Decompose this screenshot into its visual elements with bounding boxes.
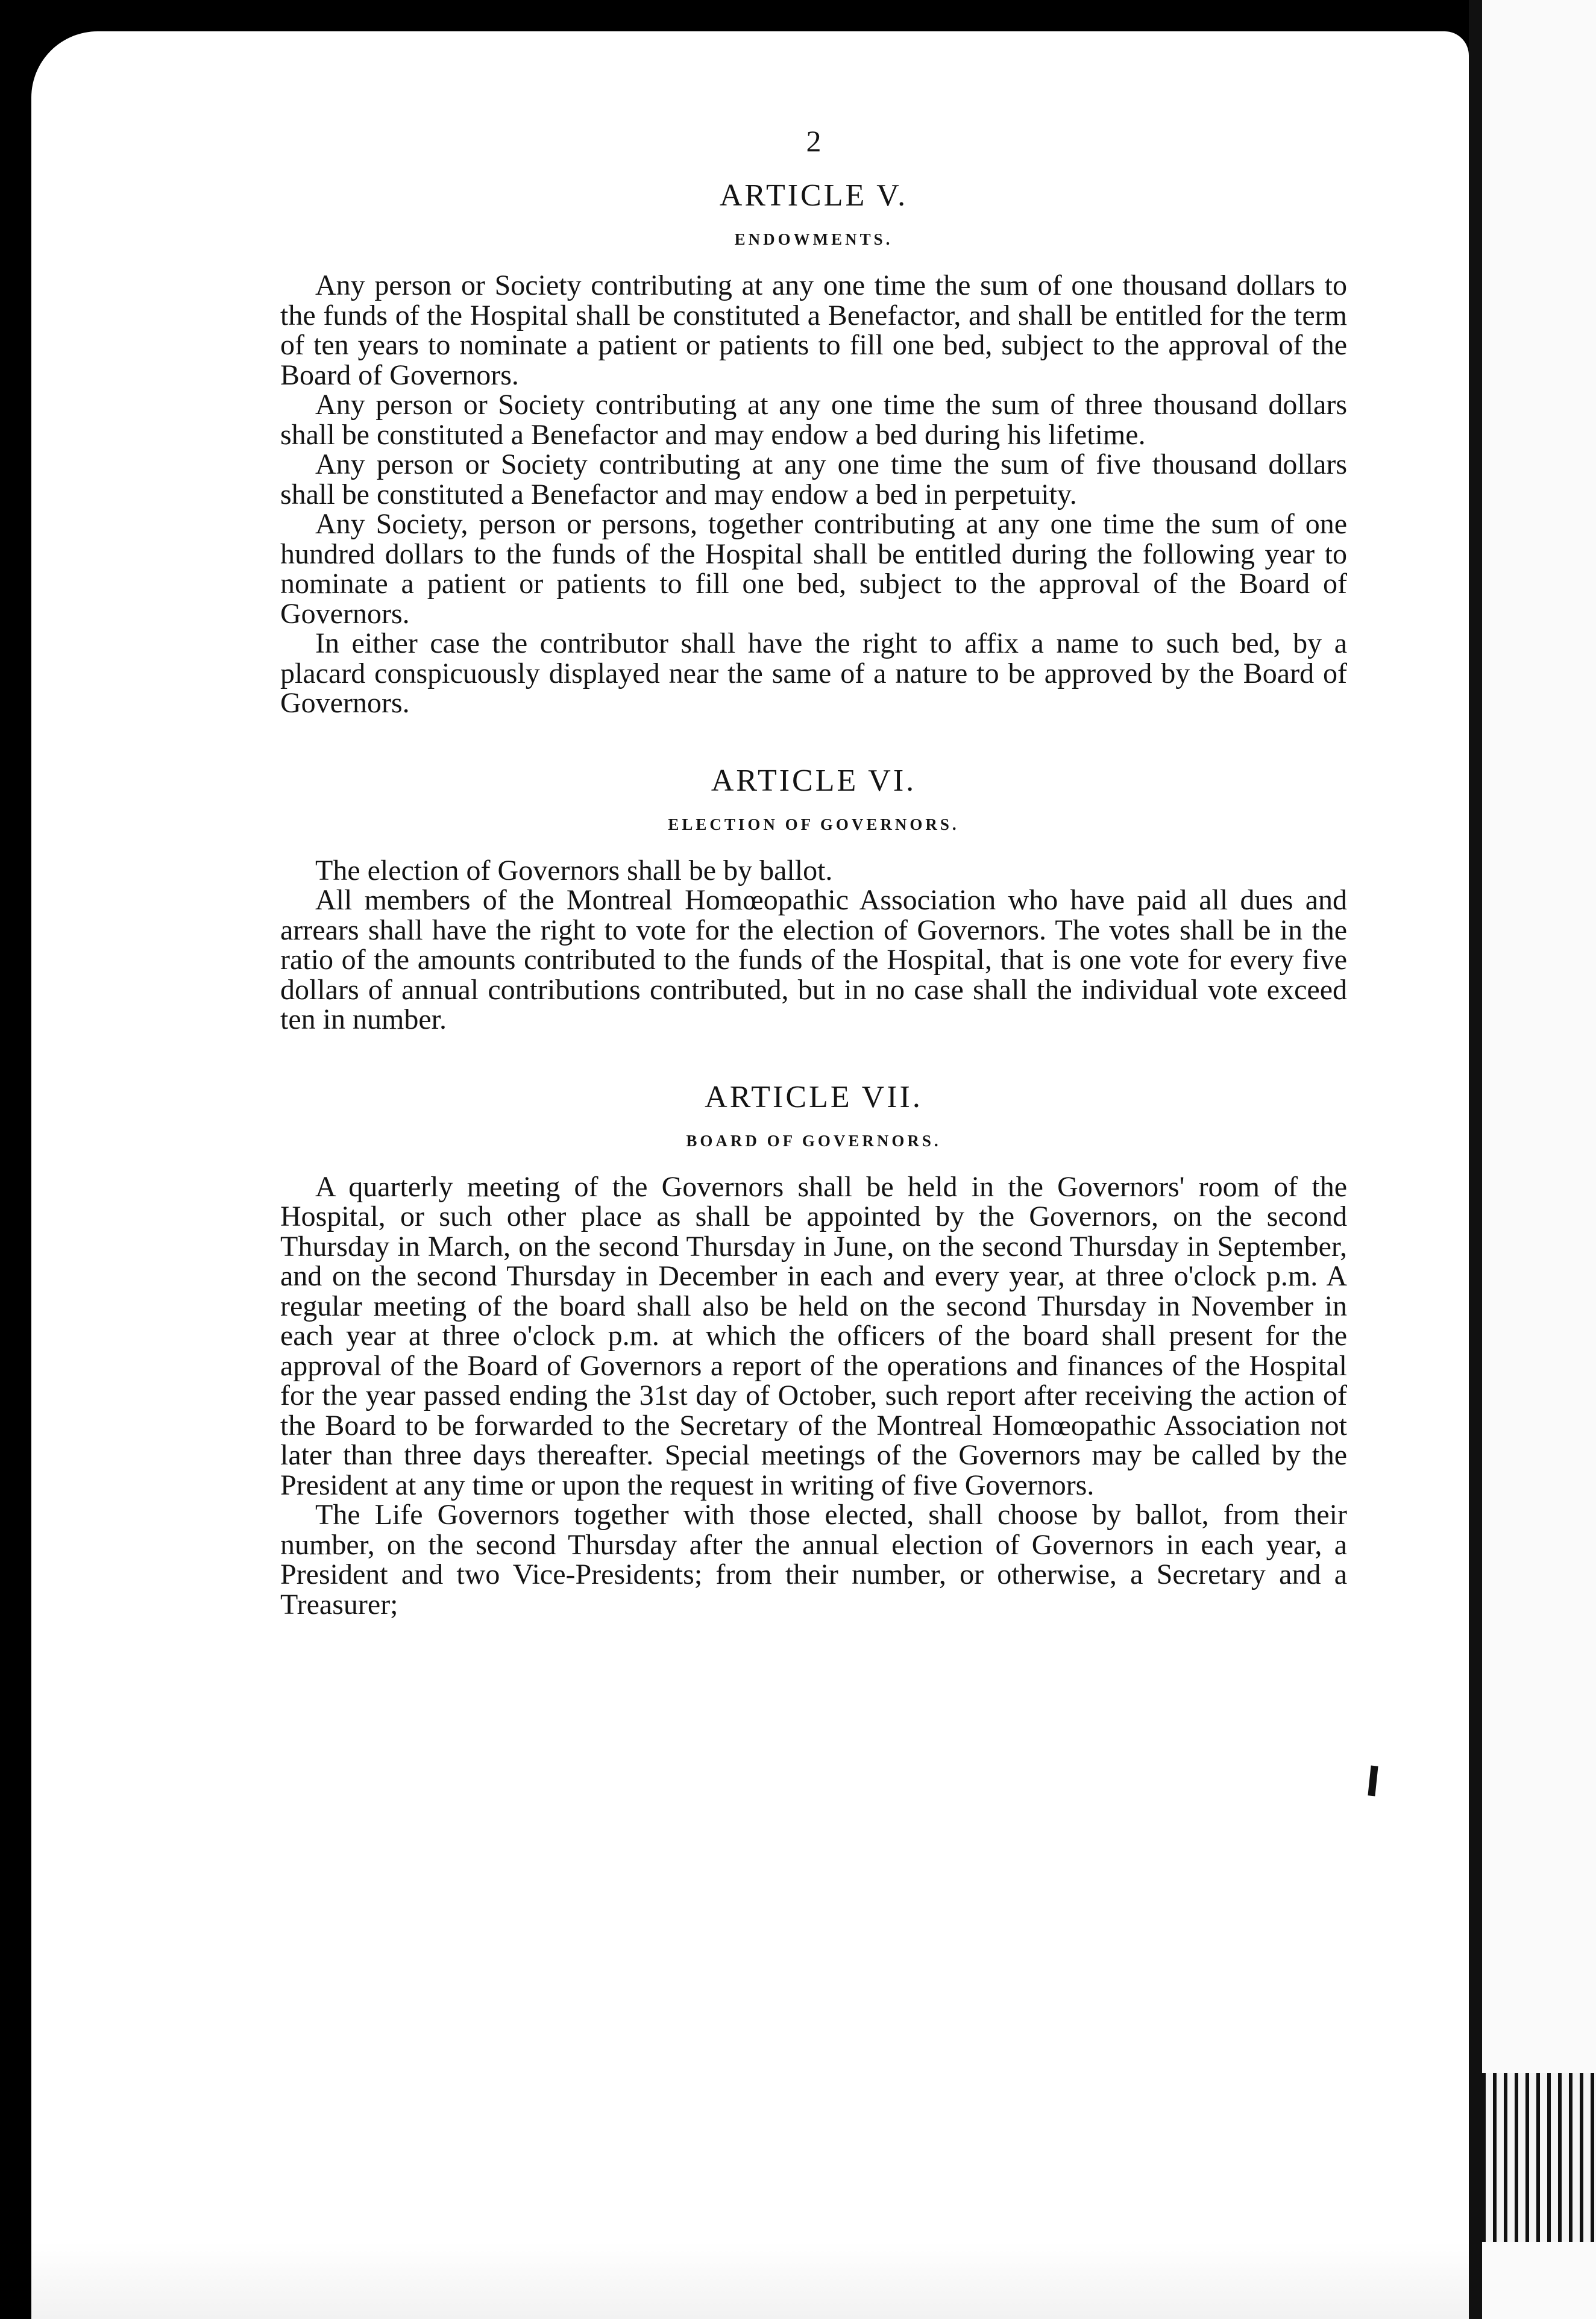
paragraph: The Life Governors together with those elected, shall choose by ballot, from their number, on the second Thursday after the annual election of Governors in each year, a President and two Vice-Presidents; from their number, or otherwise, a Secretary and a Treasurer; [280, 1499, 1347, 1621]
article-vii [280, 1079, 1347, 1620]
paragraph: The election of Governors shall be by ballot. [315, 854, 833, 886]
paragraph: Any Society, person or persons, together contributing at any one time the sum of one hundred dollars to the funds of the Hospital shall be entitled during the following year to nominate a patient or patients to fill one bed, subject to the approval of the Board of Governors. [280, 508, 1347, 630]
article-v [280, 178, 1347, 718]
page-bottom-margin [31, 2242, 1469, 2319]
paragraph: Any person or Society contributing at any one time the sum of one thousand dollars to the funds of the Hospital shall be constituted a Benefactor, and shall be entitled for the term of ten years to nominate a patient or patients to fill one bed, subject to the approval of the Board of Governors. [280, 269, 1347, 391]
document-text [280, 124, 1347, 1619]
page-number: 2 [806, 124, 822, 158]
article-heading: ARTICLE V. [719, 178, 908, 213]
page-stack-edge [1482, 2073, 1596, 2242]
adjacent-page-edge [1469, 0, 1596, 2319]
article-subheading: BOARD OF GOVERNORS. [686, 1131, 941, 1150]
article-heading: ARTICLE VI. [711, 763, 917, 798]
paragraph: Any person or Society contributing at any one time the sum of five thousand dollars shall be constituted a Benefactor and may endow a bed in perpetuity. [280, 448, 1347, 510]
paragraph: All members of the Montreal Homœopathic Association who have paid all dues and arrears shall have the right to vote for the election of Governors. The votes shall be in the ratio of the amounts contributed to the funds of the Hospital, that is one vote for every five dollars of annual contributions contributed, but in no case shall the individual vote exceed ten in number. [280, 884, 1347, 1035]
article-heading: ARTICLE VII. [705, 1079, 923, 1114]
article-subheading: ENDOWMENTS. [734, 230, 893, 248]
paragraph: A quarterly meeting of the Governors shall be held in the Governors' room of the Hospital, or such other place as shall be appointed by the Governors, on the second Thursday in March, on the second Thursday in June, on the second Thursday in September, and on the second Thursday in December in each and every year, at three o'clock p.m. A regular meeting of the board shall also be held on the second Thursday in November in each year at three o'clock p.m. at which the officers of the board shall present for the approval of the Board of Governors a report of the operations and finances of the Hospital for the year passed ending the 31st day of October, such report after receiving the action of the Board to be forwarded to the Secretary of the Montreal Homœopathic Association not later than three days thereafter. Special meetings of the Governors may be called by the President at any time or upon the request in writing of five Governors. [280, 1170, 1347, 1501]
paragraph: In either case the contributor shall have the right to affix a name to such bed, by a placard conspicuously displayed near the same of a nature to be approved by the Board of Governors. [280, 627, 1347, 719]
article-subheading: ELECTION OF GOVERNORS. [668, 815, 960, 833]
article-vi [280, 763, 1347, 1035]
paragraph: Any person or Society contributing at any one time the sum of three thousand dollars shall be constituted a Benefactor and may endow a bed during his lifetime. [280, 389, 1347, 451]
